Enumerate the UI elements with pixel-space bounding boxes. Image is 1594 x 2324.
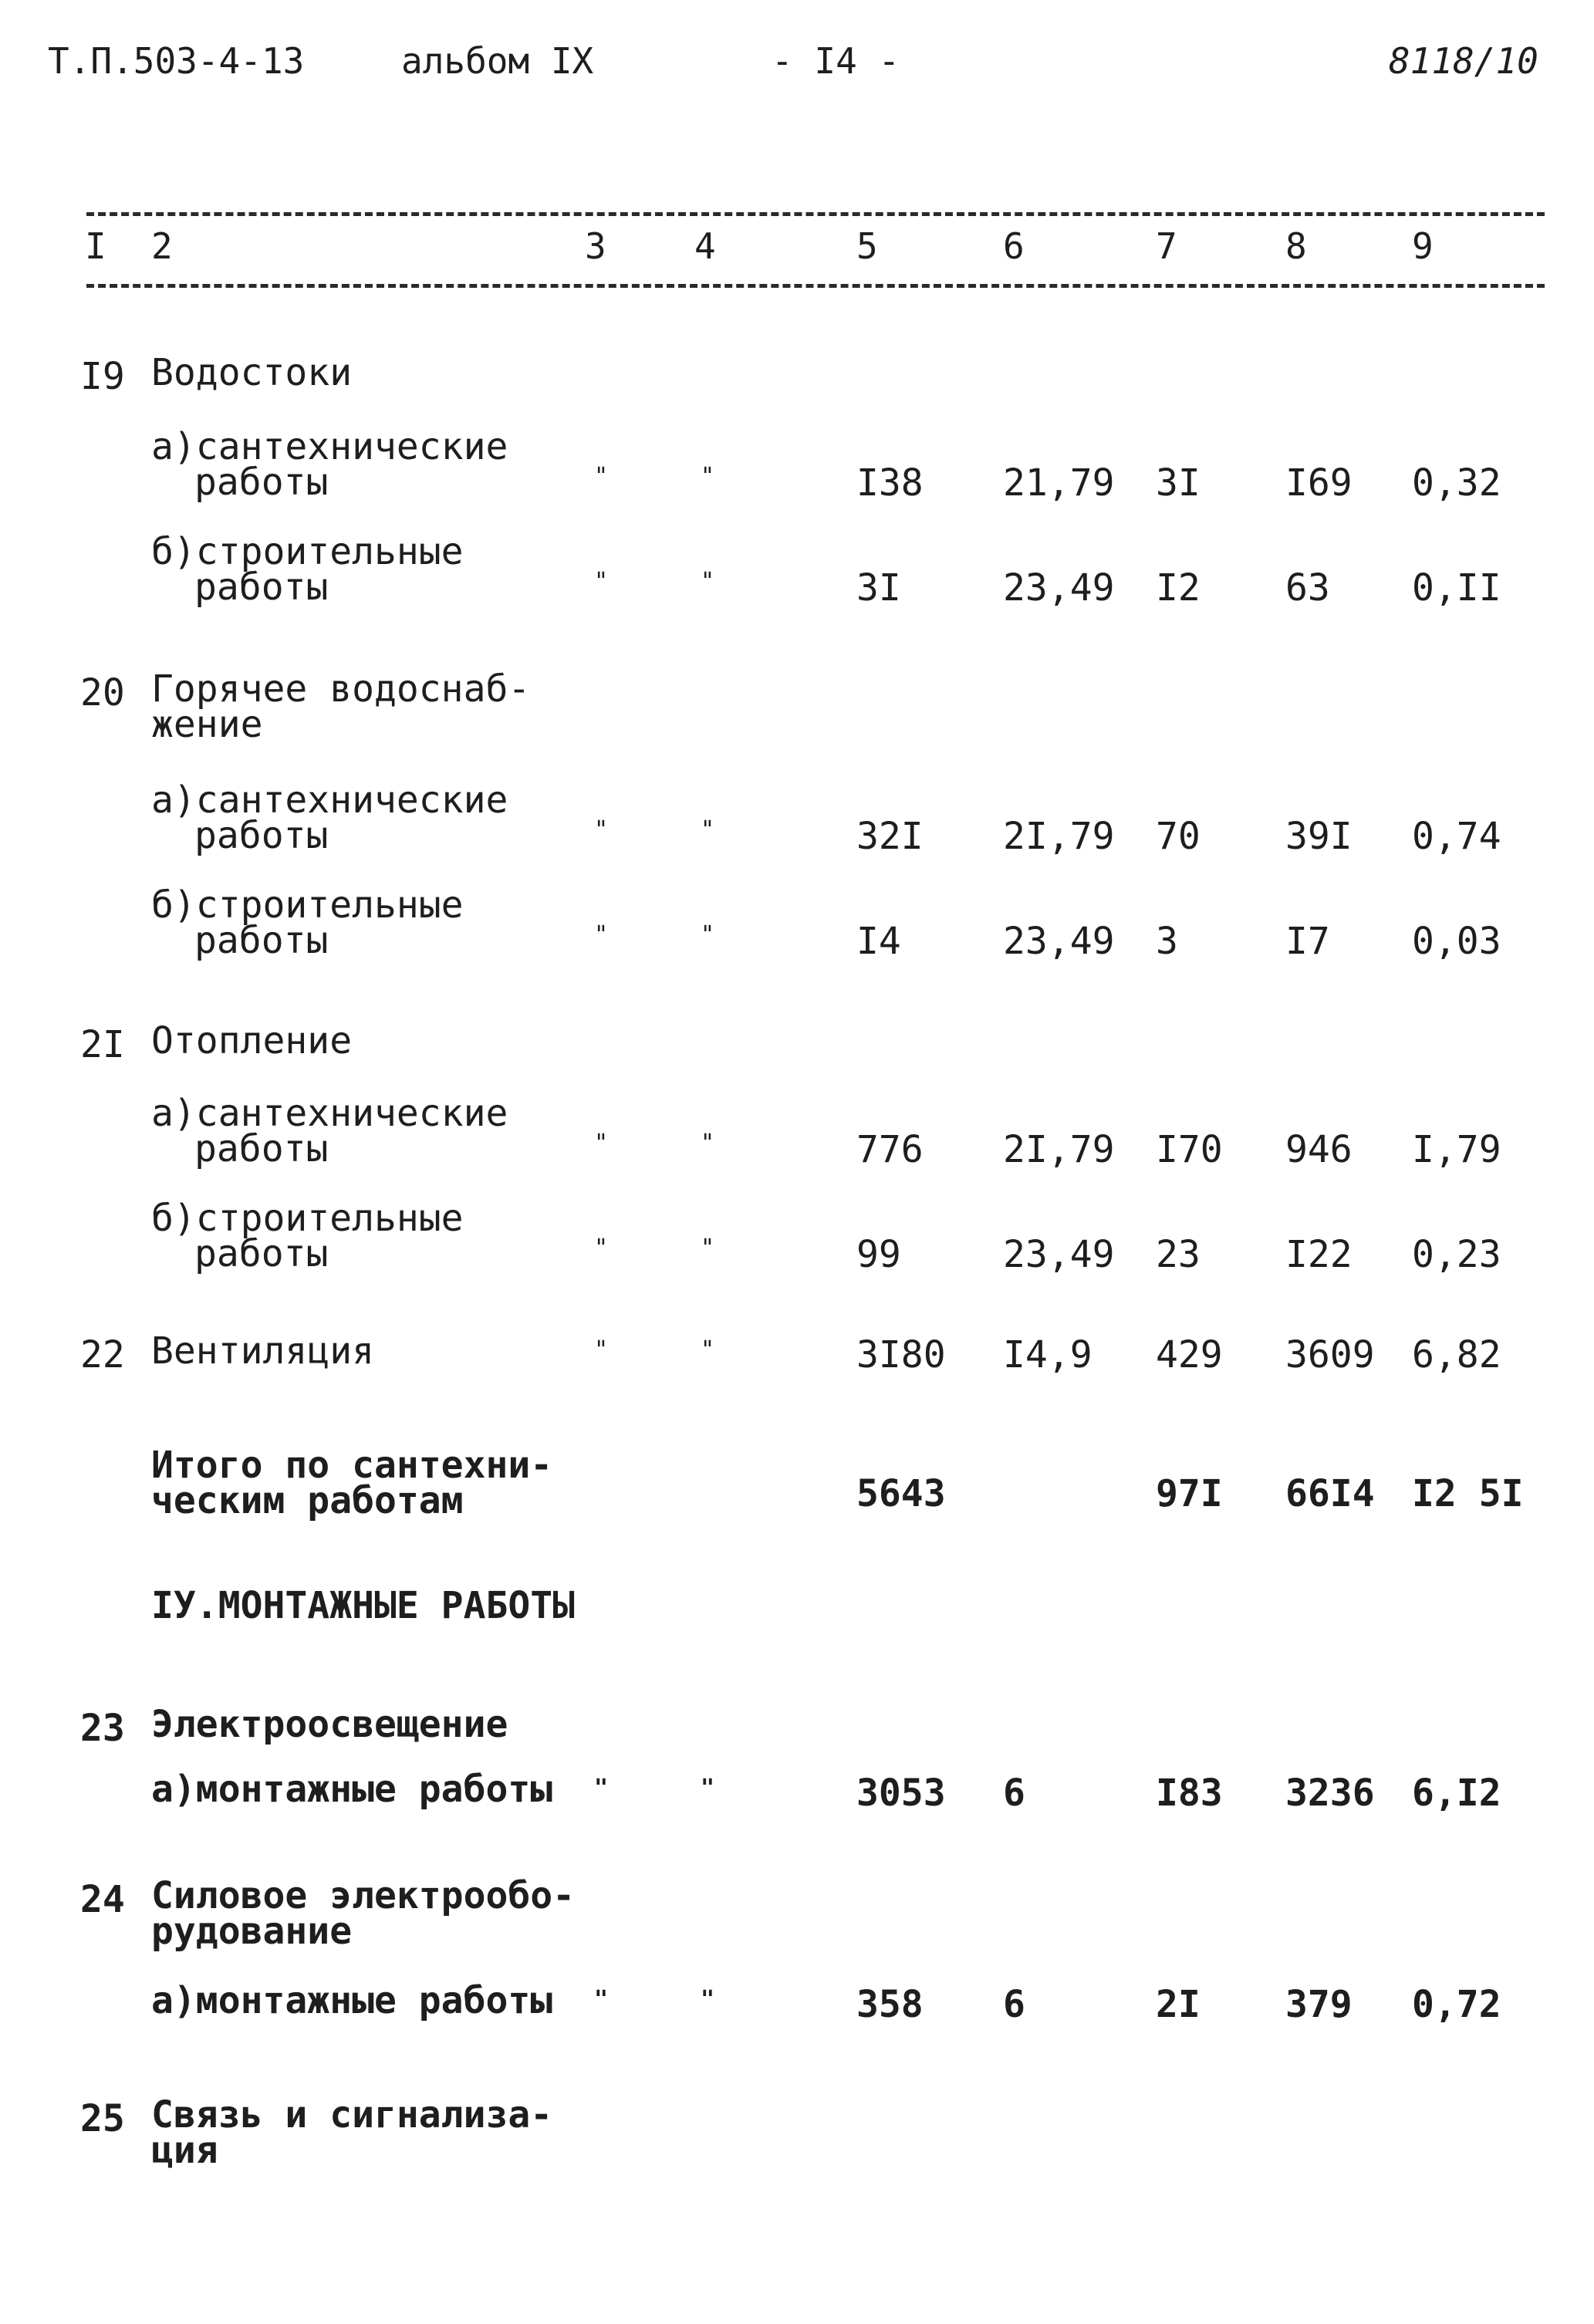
column-header-5: 5	[856, 225, 878, 267]
cell-col8: I69	[1285, 461, 1353, 505]
album-label: альбом IX	[401, 40, 594, 82]
row-label-line2: работы	[194, 461, 329, 504]
table-row	[0, 779, 1594, 875]
ditto-mark: "	[594, 921, 609, 948]
row-label-line2: работы	[194, 814, 329, 857]
table-row	[0, 1768, 1594, 1864]
row-label-line2: работы	[194, 1127, 329, 1170]
ditto-mark: "	[701, 816, 715, 843]
cell-col6: 21,79	[1003, 461, 1115, 505]
cell-col7: I2	[1156, 566, 1201, 610]
header-rule-top	[86, 212, 1545, 216]
section-heading: IУ.МОНТАЖНЫЕ РАБОТЫ	[151, 1584, 576, 1627]
row-number: 25	[80, 2097, 125, 2140]
ditto-mark: "	[594, 1336, 609, 1363]
ditto-mark: "	[594, 1235, 609, 1262]
cell-col9: 0,23	[1412, 1233, 1501, 1276]
cell-col7: I70	[1156, 1128, 1223, 1171]
column-header-7: 7	[1156, 225, 1177, 267]
row-number: 2I	[80, 1023, 125, 1066]
document-code: Т.П.503-4-13	[48, 40, 305, 82]
ditto-mark: "	[594, 568, 609, 595]
table-row-total	[0, 1444, 1594, 1540]
row-number: 20	[80, 671, 125, 714]
ditto-mark: "	[594, 1130, 609, 1157]
row-label-line1: а)сантехнические	[151, 1092, 508, 1135]
ditto-mark: "	[701, 1775, 715, 1802]
cell-col7: 3	[1156, 920, 1178, 963]
row-label-line1: Горячее водоснаб-	[151, 667, 531, 711]
total-label-line2: ческим работам	[151, 1479, 464, 1522]
table-row-section-22	[0, 1329, 1594, 1426]
ditto-mark: "	[701, 1235, 715, 1262]
table-row	[0, 425, 1594, 522]
cell-col8: 39I	[1285, 815, 1353, 858]
cell-col5: 3I	[856, 566, 901, 610]
cell-col7: 429	[1156, 1333, 1223, 1376]
cell-col5: I38	[856, 461, 924, 505]
table-row	[0, 1197, 1594, 1293]
row-number: 24	[80, 1878, 125, 1921]
cell-col6: 2I,79	[1003, 815, 1115, 858]
table-row-section-20	[0, 667, 1594, 764]
cell-col9: 6,I2	[1412, 1772, 1501, 1815]
row-label-line1: Связь и сигнализа-	[151, 2093, 553, 2137]
section-heading-row	[0, 1584, 1594, 1681]
row-label-line1: б)строительные	[151, 883, 464, 927]
cell-col9: 6,82	[1412, 1333, 1501, 1376]
cell-col8: I7	[1285, 920, 1330, 963]
row-label: Отопление	[151, 1019, 353, 1062]
row-label-line1: б)строительные	[151, 1197, 464, 1240]
row-label: Водостоки	[151, 351, 353, 394]
ditto-mark: "	[701, 463, 715, 490]
cell-col7: 2I	[1156, 1983, 1201, 2026]
cell-col5: 358	[856, 1983, 924, 2026]
row-label-line2: ция	[151, 2129, 218, 2172]
cell-col6: 2I,79	[1003, 1128, 1115, 1171]
cell-col8: 379	[1285, 1983, 1353, 2026]
row-label-line2: работы	[194, 919, 329, 962]
cell-col8: 3236	[1285, 1772, 1375, 1815]
table-row	[0, 883, 1594, 980]
cell-col7: I83	[1156, 1772, 1223, 1815]
ditto-mark: "	[594, 463, 609, 490]
cell-col9: 0,03	[1412, 920, 1501, 963]
column-header-9: 9	[1412, 225, 1434, 267]
header-rule-bottom	[86, 284, 1545, 288]
cell-col8: 63	[1285, 566, 1330, 610]
cell-col6: 23,49	[1003, 566, 1115, 610]
table-row-section-24	[0, 1874, 1594, 1971]
ditto-mark: "	[594, 1775, 609, 1802]
cell-col8: 946	[1285, 1128, 1353, 1171]
ditto-mark: "	[594, 816, 609, 843]
cell-col5: I4	[856, 920, 901, 963]
cell-col5: 776	[856, 1128, 924, 1171]
ditto-mark: "	[701, 1986, 715, 2013]
cell-col9: I2 5I	[1412, 1472, 1524, 1515]
row-label: Электроосвещение	[151, 1703, 508, 1746]
row-number: 22	[80, 1333, 125, 1376]
column-header-1: I	[85, 225, 106, 267]
cell-col6: 23,49	[1003, 1233, 1115, 1276]
cell-col8: 66I4	[1285, 1472, 1375, 1515]
cell-col7: 23	[1156, 1233, 1201, 1276]
cell-col7: 97I	[1156, 1472, 1223, 1515]
row-label-line1: б)строительные	[151, 530, 464, 573]
row-label: Вентиляция	[151, 1329, 374, 1373]
row-label: а)монтажные работы	[151, 1979, 553, 2022]
cell-col9: 0,32	[1412, 461, 1501, 505]
cell-col5: 5643	[856, 1472, 946, 1515]
row-label-line2: работы	[194, 566, 329, 609]
cell-col6: 6	[1003, 1983, 1025, 2026]
column-header-6: 6	[1003, 225, 1025, 267]
cell-col7: 70	[1156, 815, 1201, 858]
cell-col9: 0,II	[1412, 566, 1501, 610]
ditto-mark: "	[701, 568, 715, 595]
row-number: I9	[80, 355, 125, 398]
cell-col5: 32I	[856, 815, 924, 858]
column-header-3: 3	[585, 225, 606, 267]
column-header-8: 8	[1285, 225, 1307, 267]
ditto-mark: "	[594, 1986, 609, 2013]
table-row	[0, 530, 1594, 627]
cell-col6: 23,49	[1003, 920, 1115, 963]
table-row	[0, 1092, 1594, 1188]
row-label-line2: рудование	[151, 1910, 353, 1953]
cell-col6: I4,9	[1003, 1333, 1092, 1376]
row-label-line1: а)сантехнические	[151, 779, 508, 822]
cell-col6: 6	[1003, 1772, 1025, 1815]
column-header-4: 4	[694, 225, 716, 267]
cell-col9: I,79	[1412, 1128, 1501, 1171]
table-row	[0, 1979, 1594, 2076]
cell-col8: I22	[1285, 1233, 1353, 1276]
ditto-mark: "	[701, 921, 715, 948]
sheet-number: 8118/10	[1389, 40, 1538, 82]
row-label: а)монтажные работы	[151, 1768, 553, 1811]
cell-col5: 3053	[856, 1772, 946, 1815]
column-header-2: 2	[151, 225, 173, 267]
row-label-line1: Силовое электрообо-	[151, 1874, 576, 1917]
row-label-line1: а)сантехнические	[151, 425, 508, 468]
cell-col5: 3I80	[856, 1333, 946, 1376]
page-number: - I4 -	[772, 40, 900, 82]
row-number: 23	[80, 1707, 125, 1750]
cell-col8: 3609	[1285, 1333, 1375, 1376]
ditto-mark: "	[701, 1336, 715, 1363]
cell-col7: 3I	[1156, 461, 1201, 505]
total-label-line1: Итого по сантехни-	[151, 1444, 553, 1487]
table-row-section-25	[0, 2093, 1594, 2190]
cell-col9: 0,72	[1412, 1983, 1501, 2026]
cell-col5: 99	[856, 1233, 901, 1276]
ditto-mark: "	[701, 1130, 715, 1157]
row-label-line2: жение	[151, 703, 263, 746]
cell-col9: 0,74	[1412, 815, 1501, 858]
row-label-line2: работы	[194, 1232, 329, 1275]
